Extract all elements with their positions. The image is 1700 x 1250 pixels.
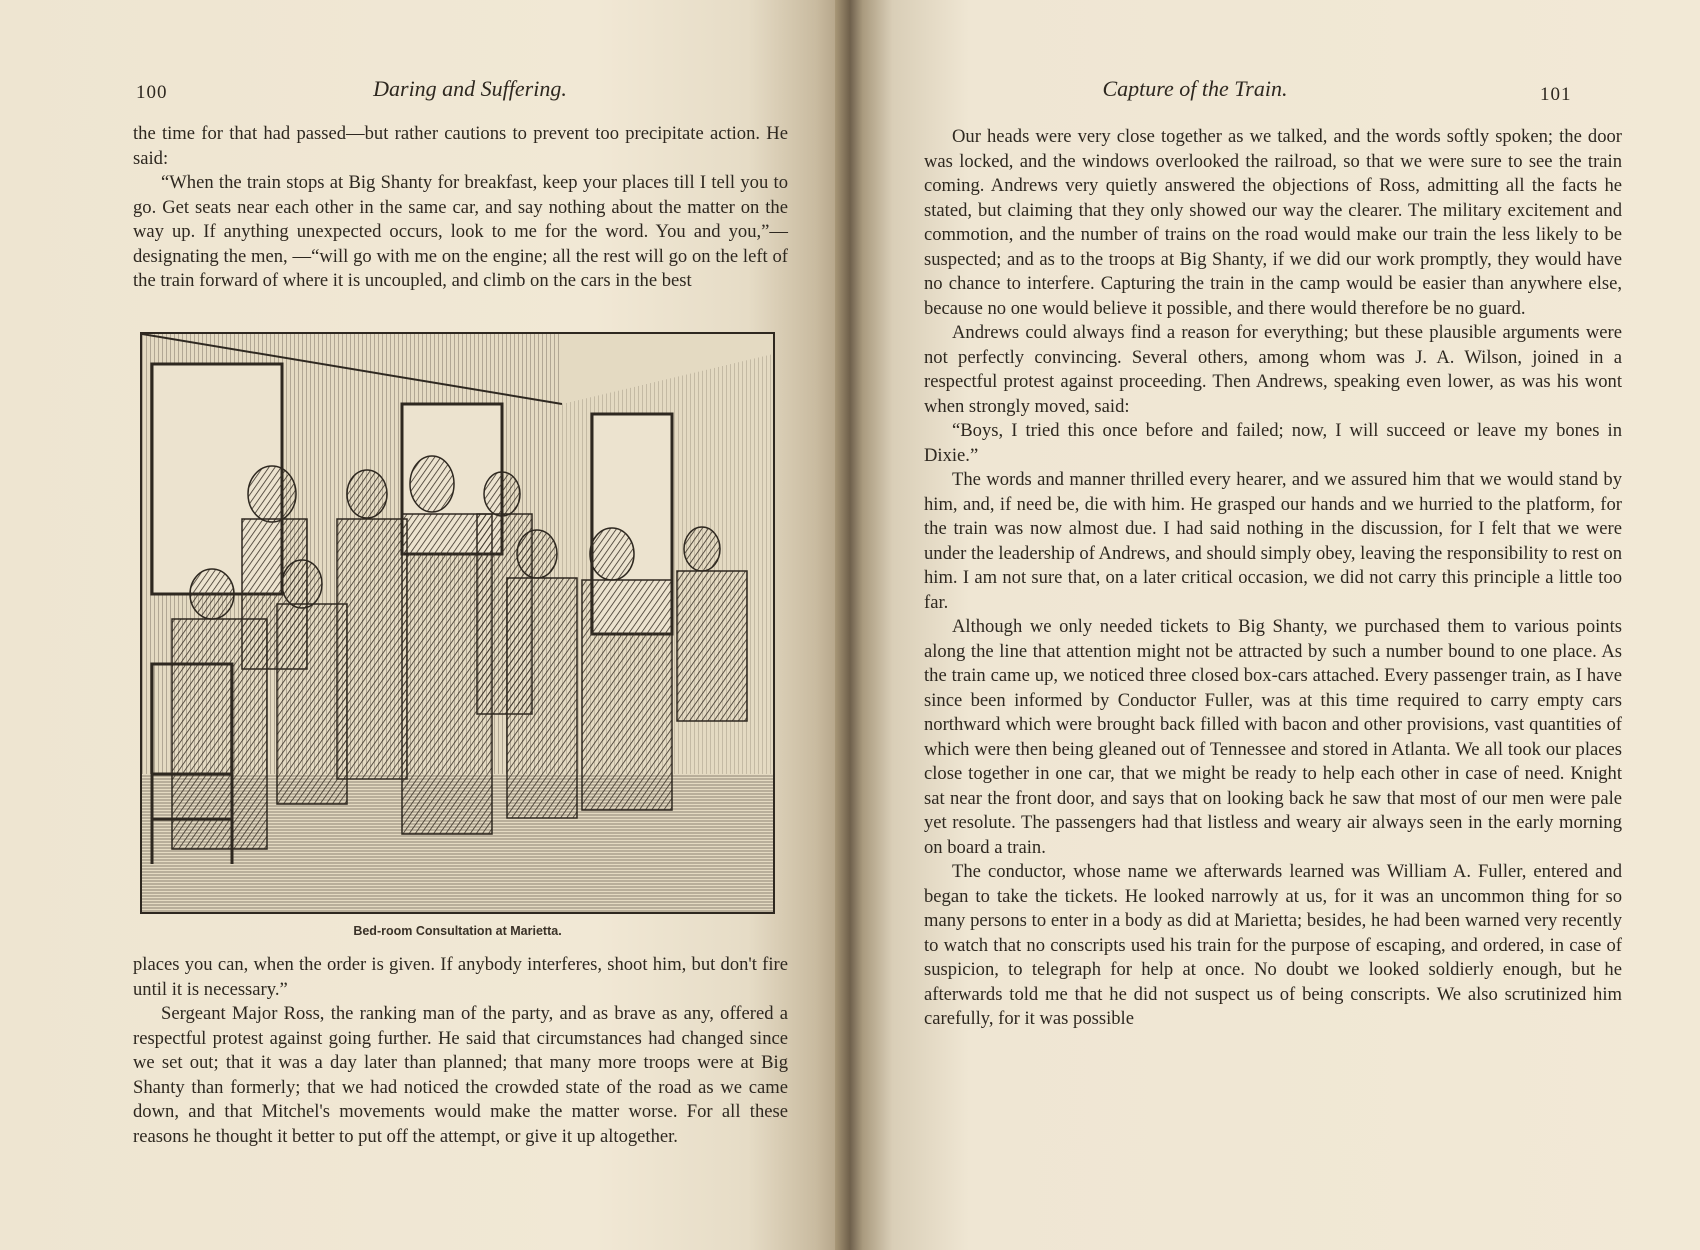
page-number: 100 [136,82,168,103]
text-block-top [133,122,788,317]
text-block [924,125,1622,1175]
paragraph: Sergeant Major Ross, the ranking man of the party, and as brave as any, offered a respectful protest against going further. He said that circumstances had changed since we set out; that it was a day later than planned; that many more troops were at Big Shanty than formerly; that we had noticed the crowded state of the road as we came down, and that Mitchel's movements would make the matter worse. For all these reasons he thought it better to put off the attempt, or give it up altogether. [133,1003,788,1147]
paragraph: Andrews could always find a reason for everything; but these plausible arguments were not perfectly convincing. Several others, among whom was J. A. Wilson, joined in a respectful protest against proceeding. Then Andrews, speaking even lower, as was his wont when strongly moved, said: [924,322,1622,417]
illustration-caption: Bed-room Consultation at Marietta. [353,924,562,938]
paragraph: places you can, when the order is given. If anybody interferes, shoot him, but don't fire until it is necessary.” [133,954,788,1000]
running-head: Capture of the Train. [1102,76,1288,101]
right-page [850,0,1700,1250]
page-number: 101 [1540,84,1572,105]
paragraph: Our heads were very close together as we talked, and the words softly spoken; the door was locked, and the windows overlooked the railroad, so that we were sure to see the train coming. Andrews very quietly answered the objections of Ross, admitting all the facts he stated, but claiming that they only showed our way the clearer. The military excitement and commotion, and the number of trains on the road would make our train the less likely to be suspected; and as to the troops at Big Shanty, if we did our work promptly, they would have no chance to interfere. Capturing the train in the camp would be easier than anywhere else, because no one would believe it possible, and there would therefore be no guard. [924,126,1622,319]
bedroom-scene-engraving [142,334,773,912]
paragraph: the time for that had passed—but rather cautions to prevent too precipitate action. He said: [133,123,788,169]
paragraph: The words and manner thrilled every hearer, and we assured him that we would stand by him, and, if need be, die with him. He grasped our hands and we hurried to the platform, for the train was now almost due. I had said nothing in the discussion, for I felt that we were under the leadership of Andrews, and should simply obey, leaving the responsibility to rest on him. I am not sure that, on a later critical occasion, we did not carry this principle a little too far. [924,469,1623,613]
text-block-bottom [133,953,788,1173]
paragraph: “Boys, I tried this once before and failed; now, I will succeed or leave my bones in Dixie.” [924,420,1622,466]
engraving-illustration [140,332,775,914]
paragraph: “When the train stops at Big Shanty for breakfast, keep your places till I tell you to go. Get seats near each other in the same car, and say nothing about the matter on the way up. If anything unexpected occurs, look to me for the word. You and you,”—designating the men, —“will go with me on the engine; all the rest will go on the left of the train forward of where it is uncoupled, and climb on the cars in the best [133,172,788,291]
paragraph: The conductor, whose name we afterwards learned was William A. Fuller, entered and began to take the tickets. He looked narrowly at us, for it was an uncommon thing for so many persons to enter in a body as did at Marietta; besides, he had been warned very recently to watch that no conscripts used his train for the purpose of escaping, and ordered, in case of suspicion, to telegraph for help at once. No doubt we looked soldierly enough, but he afterwards told me that he did not suspect us of being conscripts. We also scrutinized him carefully, for it was possible [924,861,1622,1029]
running-head: Daring and Suffering. [373,76,567,101]
paragraph: Although we only needed tickets to Big Shanty, we purchased them to various points along the line that attention might not be attracted by such a number bound to one place. As the train came up, we noticed three closed box-cars attached. Every passenger train, as I have since been informed by Conductor Fuller, was at this time required to carry empty cars northward which were brought back filled with bacon and other provisions, vast quantities of which were then being gleaned out of Tennessee and stored in Atlanta. We all took our places close together in one car, that we might be ready to help each other in case of need. Knight sat near the front door, and says that on looking back he saw that most of our men were pale yet resolute. The passengers had that listless and weary air always seen in the early morning on board a train. [924,616,1622,858]
